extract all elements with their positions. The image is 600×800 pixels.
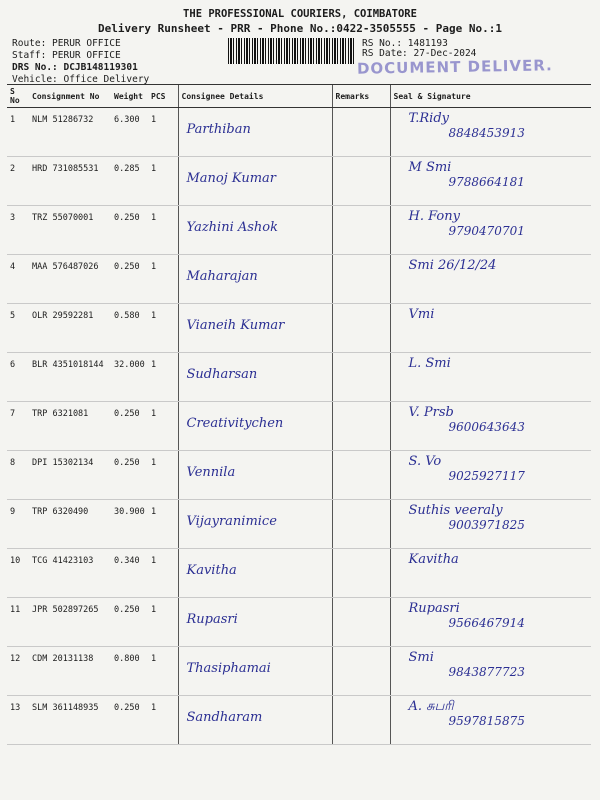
table-row [7,255,591,304]
remarks-cell [332,402,390,451]
consignment-number: TRP 6320490 [29,500,111,549]
signature-name: Vmi [408,307,435,322]
table-row [7,696,591,745]
signature-cell [390,500,591,549]
pieces-count: 1 [148,696,178,745]
table-row [7,108,591,157]
signature-cell [390,549,591,598]
remarks-cell [332,353,390,402]
serial-number: 7 [7,402,29,451]
consignee-name: Yazhini Ashok [178,206,332,255]
signature-cell [390,402,591,451]
consignment-number: TRZ 55070001 [29,206,111,255]
col-header-weight: Weight [111,85,148,108]
remarks-cell [332,549,390,598]
pieces-count: 1 [148,402,178,451]
weight-value: 6.300 [111,108,148,157]
consignee-name: Vennila [178,451,332,500]
col-header-signature: Seal & Signature [390,85,591,108]
signature-name: L. Smi [408,356,451,371]
table-row [7,304,591,353]
signature-cell [390,157,591,206]
weight-value: 0.250 [111,206,148,255]
signature-name: H. Fony [408,209,460,224]
consignment-number: TCG 41423103 [29,549,111,598]
signature-name: Suthis veeraly [408,503,503,518]
serial-number: 11 [7,598,29,647]
consignee-name: Vijayranimice [178,500,332,549]
pieces-count: 1 [148,255,178,304]
weight-value: 0.340 [111,549,148,598]
pieces-count: 1 [148,647,178,696]
weight-value: 0.250 [111,598,148,647]
signature-name: Rupasri [408,601,460,616]
table-row [7,598,591,647]
serial-number: 12 [7,647,29,696]
signature-name: S. Vo [408,454,442,469]
rs-number: RS No.: 1481193 [362,38,448,49]
col-header-remarks: Remarks [332,85,390,108]
consignment-number: DPI 15302134 [29,451,111,500]
signature-cell [390,353,591,402]
signature-phone: 9790470701 [448,224,525,238]
signature-phone: 9003971825 [448,518,525,532]
signature-cell [390,108,591,157]
signature-name: Smi [408,650,434,665]
runsheet-title: Delivery Runsheet - PRR - Phone No.:0422-3505555 - Page No.:1 [98,22,502,35]
col-header-sno: S No [7,85,29,108]
remarks-cell [332,696,390,745]
consignment-number: OLR 29592281 [29,304,111,353]
signature-name: Smi 26/12/24 [408,258,497,273]
weight-value: 0.800 [111,647,148,696]
signature-cell [390,451,591,500]
table-header [7,85,591,108]
table-row [7,451,591,500]
signature-cell [390,206,591,255]
serial-number: 4 [7,255,29,304]
weight-value: 32.000 [111,353,148,402]
weight-value: 0.285 [111,157,148,206]
table-row [7,206,591,255]
serial-number: 2 [7,157,29,206]
col-header-consignment: Consignment No [29,85,111,108]
weight-value: 0.580 [111,304,148,353]
weight-value: 0.250 [111,255,148,304]
remarks-cell [332,255,390,304]
table-row [7,353,591,402]
table-row [7,500,591,549]
pieces-count: 1 [148,157,178,206]
signature-name: T.Ridy [408,111,450,126]
consignee-name: Maharajan [178,255,332,304]
consignment-number: SLM 361148935 [29,696,111,745]
consignee-name: Sudharsan [178,353,332,402]
consignee-name: Vianeih Kumar [178,304,332,353]
serial-number: 9 [7,500,29,549]
col-header-pcs: PCS [148,85,178,108]
remarks-cell [332,108,390,157]
table-row [7,157,591,206]
consignee-name: Kavitha [178,549,332,598]
delivered-stamp: DOCUMENT DELIVER. [356,56,553,78]
pieces-count: 1 [148,353,178,402]
signature-name: V. Prsb [408,405,454,420]
serial-number: 5 [7,304,29,353]
consignee-name: Parthiban [178,108,332,157]
pieces-count: 1 [148,108,178,157]
consignment-number: TRP 6321081 [29,402,111,451]
pieces-count: 1 [148,549,178,598]
serial-number: 13 [7,696,29,745]
signature-phone: 9597815875 [448,714,525,728]
signature-phone: 9566467914 [448,616,525,630]
serial-number: 1 [7,108,29,157]
signature-phone: 9600643643 [448,420,525,434]
remarks-cell [332,304,390,353]
table-row [7,647,591,696]
col-header-consignee: Consignee Details [178,85,332,108]
drs-number: DRS No.: DCJB148119301 [12,62,138,73]
signature-cell [390,647,591,696]
serial-number: 3 [7,206,29,255]
consignee-name: Thasiphamai [178,647,332,696]
table-row [7,549,591,598]
consignment-number: CDM 20131138 [29,647,111,696]
consignee-name: Creativitychen [178,402,332,451]
remarks-cell [332,206,390,255]
consignment-number: JPR 502897265 [29,598,111,647]
weight-value: 0.250 [111,696,148,745]
pieces-count: 1 [148,500,178,549]
remarks-cell [332,451,390,500]
weight-value: 0.250 [111,402,148,451]
route-label: Route: PERUR OFFICE [12,38,121,49]
rs-date: RS Date: 27-Dec-2024 [362,48,477,59]
pieces-count: 1 [148,206,178,255]
serial-number: 8 [7,451,29,500]
signature-phone: 9025927117 [448,469,525,483]
consignment-number: HRD 731085531 [29,157,111,206]
signature-name: M Smi [408,160,452,175]
consignment-number: BLR 4351018144 [29,353,111,402]
consignment-number: NLM 51286732 [29,108,111,157]
remarks-cell [332,500,390,549]
table-row [7,402,591,451]
barcode [228,38,356,64]
weight-value: 30.900 [111,500,148,549]
serial-number: 6 [7,353,29,402]
remarks-cell [332,157,390,206]
signature-phone: 9788664181 [448,175,525,189]
consignee-name: Manoj Kumar [178,157,332,206]
signature-name: A. சுபரி [408,699,454,714]
company-name: THE PROFESSIONAL COURIERS, COIMBATORE [183,8,417,20]
signature-cell [390,598,591,647]
signature-name: Kavitha [408,552,459,567]
signature-phone: 8848453913 [448,126,525,140]
staff-label: Staff: PERUR OFFICE [12,50,121,61]
remarks-cell [332,598,390,647]
pieces-count: 1 [148,451,178,500]
consignee-name: Sandharam [178,696,332,745]
weight-value: 0.250 [111,451,148,500]
pieces-count: 1 [148,304,178,353]
remarks-cell [332,647,390,696]
signature-cell [390,696,591,745]
signature-phone: 9843877723 [448,665,525,679]
consignment-number: MAA 576487026 [29,255,111,304]
vehicle-label: Vehicle: Office Delivery [12,74,150,85]
signature-cell [390,255,591,304]
signature-cell [390,304,591,353]
pieces-count: 1 [148,598,178,647]
consignee-name: Rupasri [178,598,332,647]
serial-number: 10 [7,549,29,598]
runsheet-table [7,84,591,745]
